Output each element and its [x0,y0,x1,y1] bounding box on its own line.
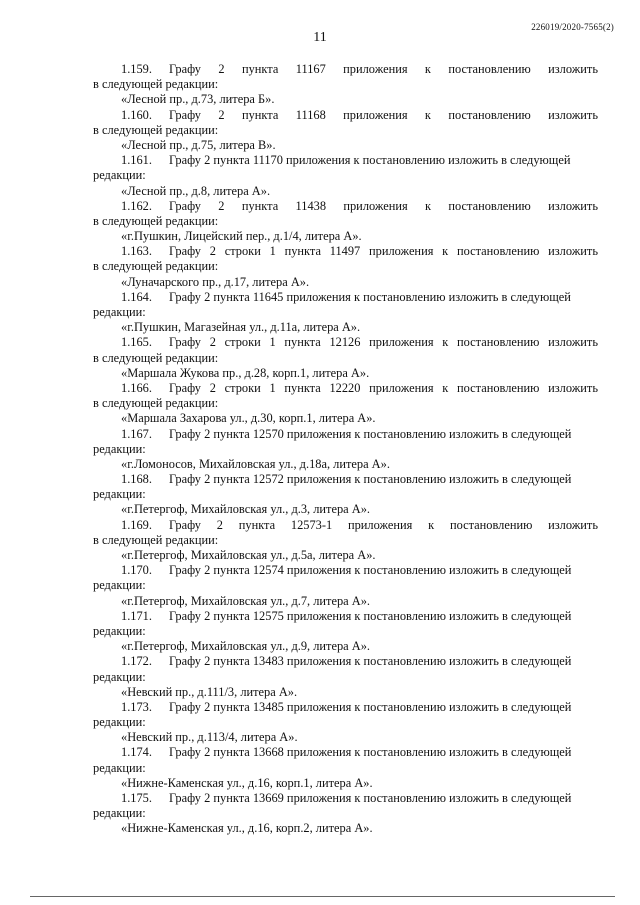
amendment-text: Графу 2 пункта 11645 приложения к постановлению изложить в следующей [169,289,571,304]
amendment-text: Графу 2 пункта 11438 приложения к постановлению изложить [169,198,598,213]
amendment-number: 1.165. [121,335,152,350]
amendment-text: Графу 2 пункта 11170 приложения к постановлению изложить в следующей [169,153,571,168]
amendment-first-line [93,563,598,578]
amendment-continuation: редакции: [93,168,146,183]
amendment-address: «Нижне-Каменская ул., д.16, корп.2, литера А». [121,821,373,836]
amendment-number: 1.164. [121,289,152,304]
amendment-address: «г.Пушкин, Лицейский пер., д.1/4, литера А». [121,229,362,244]
amendment-number: 1.170. [121,563,152,578]
amendment-first-line [93,745,598,760]
amendment-text: Графу 2 пункта 11168 приложения к постановлению изложить [169,107,598,122]
amendment-number: 1.159. [121,62,152,76]
amendment-item [93,609,598,655]
amendment-first-line [93,791,598,806]
amendment-text: Графу 2 строки 1 пункта 12126 приложения к постановлению изложить [169,335,598,350]
amendment-text: Графу 2 пункта 12574 приложения к постановлению изложить в следующей [169,563,572,578]
amendment-text: Графу 2 пункта 13483 приложения к постановлению изложить в следующей [169,654,572,669]
amendment-first-line [93,108,598,123]
amendment-item [93,563,598,609]
amendment-number: 1.173. [121,699,152,714]
amendment-text: Графу 2 пункта 12573-1 приложения к постановлению изложить [169,517,598,532]
amendment-address: «Лесной пр., д.73, литера Б». [121,92,275,107]
amendment-item [93,153,598,199]
bottom-rule [30,896,615,897]
amendment-item [93,381,598,427]
amendment-number: 1.175. [121,791,152,805]
amendment-text: Графу 2 пункта 13669 приложения к постановлению изложить в следующей [169,791,572,805]
amendment-item [93,199,598,245]
amendment-item [93,518,598,564]
amendment-number: 1.162. [121,198,152,213]
amendment-item [93,290,598,336]
amendment-address: «Луначарского пр., д.17, литера А». [121,274,310,289]
amendment-continuation: в следующей редакции: [93,350,219,365]
amendment-number: 1.166. [121,380,152,395]
amendment-first-line [93,609,598,624]
amendment-item [93,244,598,290]
amendment-list [93,62,598,837]
amendment-item [93,62,598,108]
amendment-item [93,427,598,473]
amendment-first-line [93,518,598,533]
amendment-item [93,700,598,746]
amendment-number: 1.161. [121,153,152,168]
amendment-address: «г.Петергоф, Михайловская ул., д.5а, литера А». [121,548,376,562]
amendment-continuation: редакции: [93,305,146,319]
amendment-number: 1.163. [121,244,152,259]
document-code: 226019/2020-7565(2) [531,22,614,32]
amendment-item [93,472,598,518]
amendment-continuation: редакции: [93,669,146,684]
amendment-text: Графу 2 пункта 13485 приложения к постановлению изложить в следующей [169,699,572,714]
amendment-item [93,745,598,791]
amendment-text: Графу 2 строки 1 пункта 11497 приложения к постановлению изложить [169,244,598,259]
amendment-number: 1.174. [121,745,152,760]
amendment-address: «г.Петергоф, Михайловская ул., д.9, литера А». [121,639,371,654]
amendment-number: 1.168. [121,472,152,487]
amendment-first-line [93,290,598,305]
amendment-continuation: редакции: [93,487,146,502]
amendment-first-line [93,700,598,715]
amendment-item [93,791,598,837]
amendment-address: «Нижне-Каменская ул., д.16, корп.1, литера А». [121,775,373,790]
amendment-number: 1.169. [121,517,152,532]
amendment-number: 1.160. [121,107,152,122]
amendment-first-line [93,62,598,77]
amendment-address: «г.Петергоф, Михайловская ул., д.3, литера А». [121,502,371,517]
amendment-address: «г.Петергоф, Михайловская ул., д.7, литера А». [121,593,371,608]
amendment-continuation: редакции: [93,623,146,638]
amendment-text: Графу 2 пункта 12572 приложения к постановлению изложить в следующей [169,472,572,487]
amendment-text: Графу 2 пункта 13668 приложения к постановлению изложить в следующей [169,745,572,760]
amendment-first-line [93,427,598,442]
amendment-address: «Маршала Жукова пр., д.28, корп.1, литера А». [121,365,370,380]
amendment-item [93,335,598,381]
amendment-continuation: редакции: [93,806,146,821]
amendment-address: «Невский пр., д.113/4, литера А». [121,730,298,745]
amendment-address: «Маршала Захарова ул., д.30, корп.1, литера А». [121,411,376,426]
amendment-address: «Невский пр., д.111/3, литера А». [121,684,298,699]
amendment-continuation: редакции: [93,441,146,456]
amendment-first-line [93,244,598,259]
amendment-item [93,654,598,700]
amendment-number: 1.167. [121,426,152,441]
amendment-continuation: редакции: [93,578,146,593]
amendment-continuation: в следующей редакции: [93,259,219,274]
amendment-continuation: в следующей редакции: [93,532,219,547]
amendment-address: «г.Пушкин, Магазейная ул., д.11а, литера А». [121,320,361,335]
amendment-continuation: в следующей редакции: [93,396,219,411]
amendment-first-line [93,472,598,487]
amendment-continuation: редакции: [93,760,146,775]
amendment-continuation: в следующей редакции: [93,213,219,228]
page-number: 11 [313,30,327,45]
amendment-address: «Лесной пр., д.75, литера В». [121,137,276,152]
amendment-first-line [93,654,598,669]
amendment-continuation: редакции: [93,715,146,730]
amendment-first-line [93,153,598,168]
amendment-address: «г.Ломоносов, Михайловская ул., д.18а, литера А». [121,456,390,471]
amendment-first-line [93,381,598,396]
amendment-continuation: в следующей редакции: [93,77,219,92]
amendment-first-line [93,199,598,214]
amendment-item [93,108,598,154]
amendment-text: Графу 2 пункта 11167 приложения к постановлению изложить [169,62,598,76]
amendment-number: 1.171. [121,608,152,623]
amendment-continuation: в следующей редакции: [93,122,219,137]
amendment-text: Графу 2 строки 1 пункта 12220 приложения к постановлению изложить [169,380,598,395]
amendment-number: 1.172. [121,654,152,669]
amendment-text: Графу 2 пункта 12570 приложения к постановлению изложить в следующей [169,426,572,441]
amendment-address: «Лесной пр., д.8, литера А». [121,183,271,198]
amendment-first-line [93,335,598,350]
amendment-text: Графу 2 пункта 12575 приложения к постановлению изложить в следующей [169,608,572,623]
